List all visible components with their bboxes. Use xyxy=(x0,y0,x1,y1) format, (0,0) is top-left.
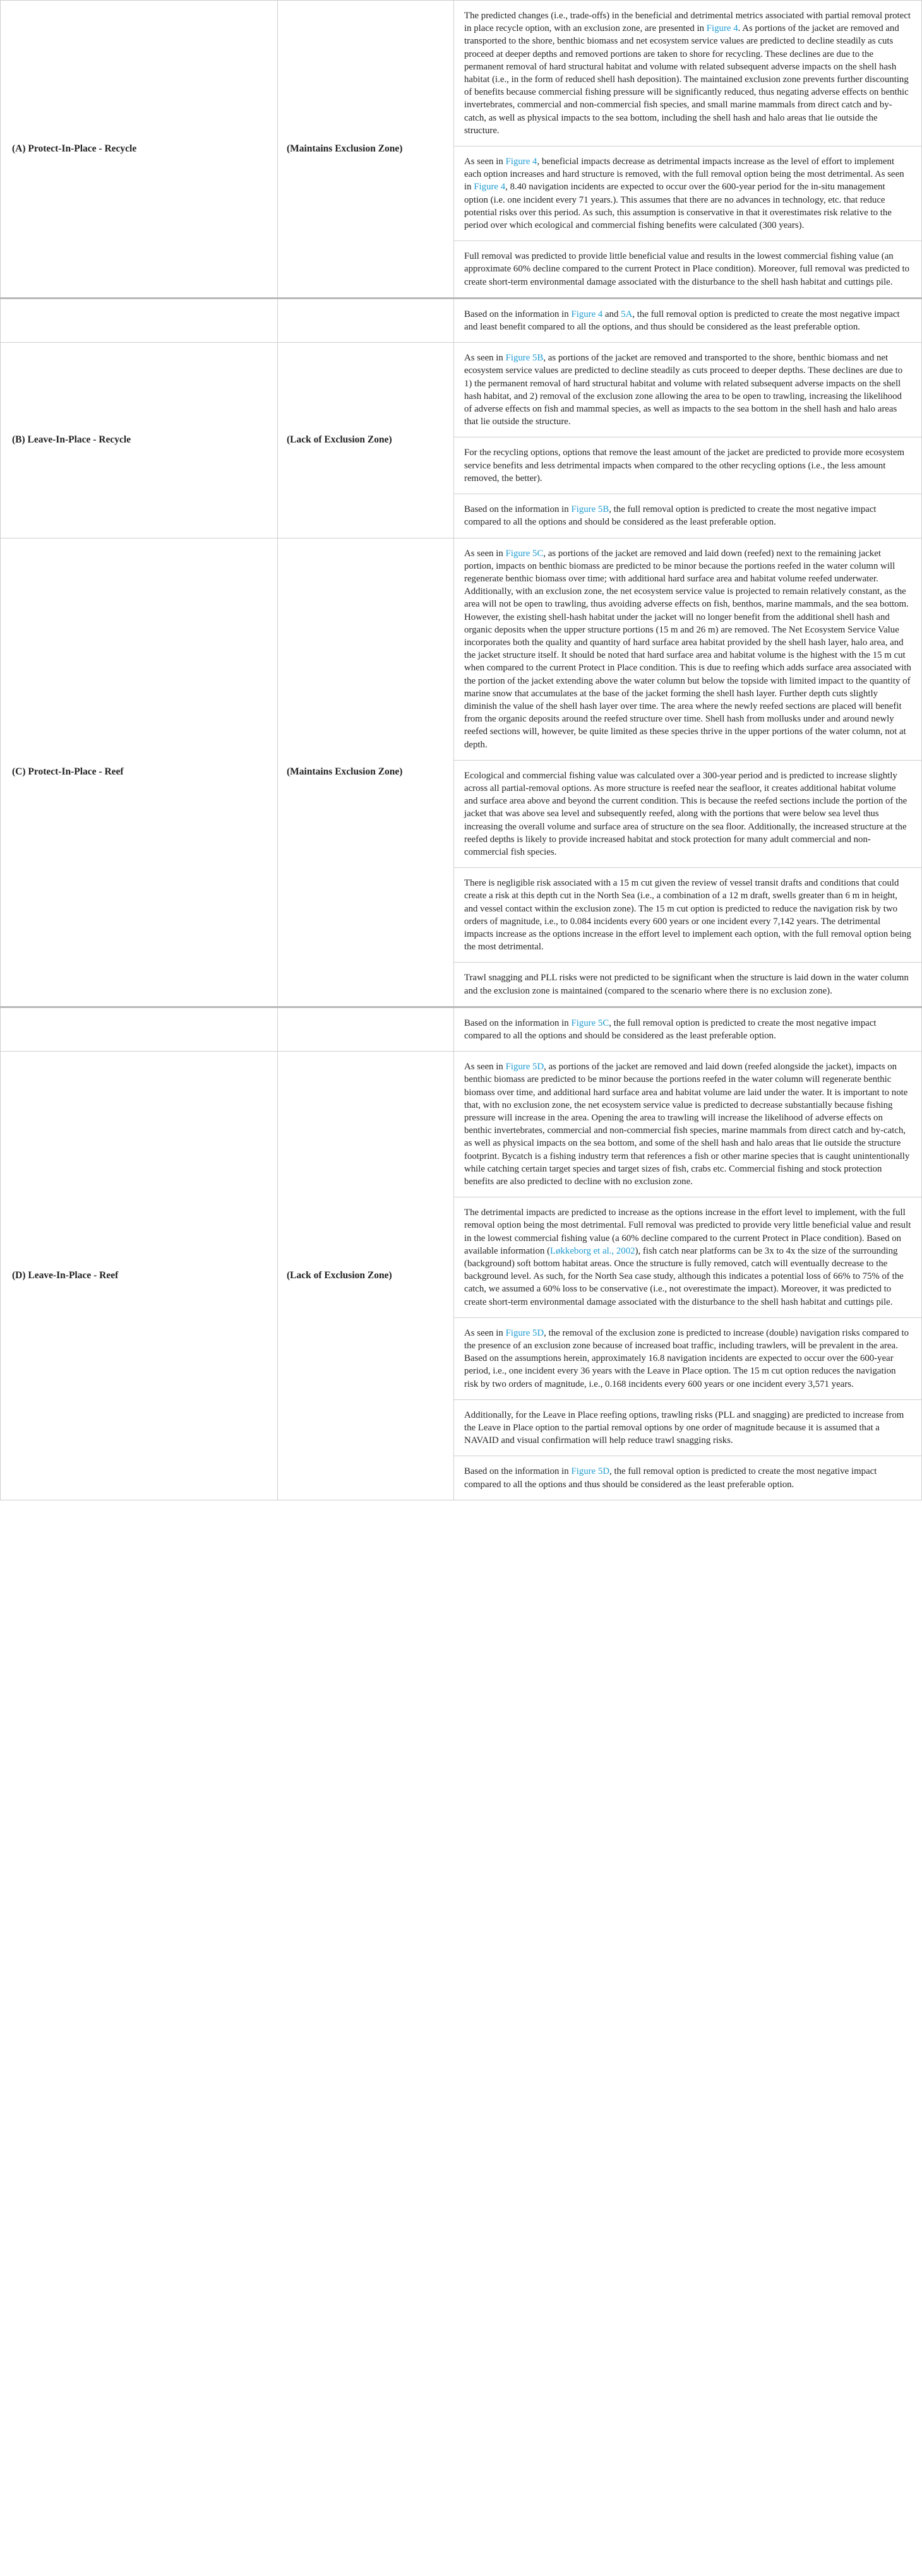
paragraph-text: Based on the information in xyxy=(464,309,572,319)
paragraph-text: The predicted changes (i.e., trade-offs) in the beneficial and detrimental metrics associated with partial removal protect in place recycle option, with an exclusion zone, are presented in xyxy=(464,11,911,34)
paragraph-text: As seen in xyxy=(464,353,506,364)
option-name: (B) Leave-In-Place - Recycle xyxy=(12,434,131,446)
description-paragraph xyxy=(454,241,921,297)
exclusion-zone-label: (Lack of Exclusion Zone) xyxy=(287,1270,392,1281)
paragraph-text: , the full removal option is predicted to create the most negative impact compared to all the options and should be considered as the least preferable option. xyxy=(464,504,877,528)
figure-reference-link[interactable]: Figure 4 xyxy=(706,23,738,34)
option-name: (A) Protect-In-Place - Recycle xyxy=(12,143,137,154)
description-paragraph xyxy=(454,1197,921,1318)
table-row xyxy=(1,1052,922,1500)
paragraph-text: Ecological and commercial fishing value was calculated over a 300-year period and is predicted to increase slightly across all partial-removal options. As more structure is reefed near the seafloor, it creates additional habitat volume and surface area above and beyond the current condition. This is because the reefed sections include the portion of the jacket that was above sea level and subsequently reefed, along with the portions that were below sea level thus increasing the overall volume and surface area of structure on the sea floor. Additionally, the increased structure at the reefed depths is likely to provide increased habitat and stock protection for many adult commercial and non-commercial fish species. xyxy=(464,770,907,857)
description-paragraph xyxy=(454,437,921,494)
option-name: (C) Protect-In-Place - Reef xyxy=(12,766,124,778)
description-paragraph xyxy=(454,1052,921,1197)
figure-reference-link[interactable]: Figure 5D xyxy=(571,1466,610,1477)
description-paragraph xyxy=(454,963,921,1006)
figure-reference-link[interactable]: Figure 4 xyxy=(571,309,603,319)
paragraph-text: , the full removal option is predicted to create the most negative impact compared to all the options and should be considered as the least preferable option. xyxy=(464,1018,877,1041)
paragraph-text: ), fish catch near platforms can be 3x to 4x the size of the surrounding (background) soft bottom habitat areas. Once the structure is fully removed, catch will eventually decrease to the background level. As such, for the North Sea case study, although this indicates a potential loss of 66% to 75% of the catch, we assumed a 60% loss to be conservative (i.e., not overestimate the impact). Moreover, it was predicted to create short-term environmental damage associated with the disturbance to the shell hash habitat and cuttings pile. xyxy=(464,1245,904,1307)
description-cell xyxy=(454,343,922,538)
figure-reference-link[interactable]: Figure 5D xyxy=(505,1062,544,1072)
paragraph-text: , as portions of the jacket are removed and laid down (reefed alongside the jacket), impacts on benthic biomass are predicted to be minor because the portions reefed in the water column will regenerate benthic biomass over time, and additional hard surface area and habitat volume are laid under the water. It is important to note that, with no exclusion zone, the net ecosystem service value is predicted to decrease substantially because fishing pressure will increase in the area. Opening the area to trawling will increase the likelihood of adverse effects on benthic invertebrates, commercial and non-commercial fish species, marine mammals from direct catch and by-catch, as well as physical impacts on the sea bottom, and some of the shell hash and halo areas that lie outside the structure footprint. Bycatch is a fishing industry term that references a fish or other marine species that is caught unintentionally while catching certain target species and target sizes of fish, crabs etc. Commercial fishing and stock protection benefits are also predicted to decline with no exclusion zone. xyxy=(464,1062,910,1187)
figure-reference-link[interactable]: Løkkeborg et al., 2002 xyxy=(550,1245,635,1256)
paragraph-text: , as portions of the jacket are removed and laid down (reefed) next to the remaining jacket portion, impacts on benthic biomass are predicted to be minor because the portions reefed in the water column will regenerate benthic biomass over time; with additional hard surface area and habitat volume reefed underwater. Additionally, with an exclusion zone, the net ecosystem service value is projected to remain relatively constant, as the area will not be open to trawling, thus avoiding adverse effects on fish, benthos, marine mammals, and the sea bottom. However, the existing shell-hash habitat under the jacket will no longer benefit from the additional shell hash and organic deposits when the upper structure portions (15 m and 26 m) are removed. The Net Ecosystem Service Value incorporates both the quality and quantity of hard surface area habitat provided by the shell hash layer, halo area, and the jacket structure itself. It should be noted that hard surface area and habitat volume is the highest with the 15 m cut when compared to the current Protect in Place condition. This is due to reefing which adds surface area associated with the portion of the jacket extending above the water column but below the topside with limited impact to the quantity of marine snow that accumulates at the base of the jacket forming the shell hash layer. Further depth cuts slightly diminish the value of the shell hash layer over time. The area where the newly reefed sections are placed will benefit from the organic deposits around the reefed structure over time. Shell hash from mollusks under and around newly reefed sections will, however, be quite limited as these species thrive in the upper portions of the water column, not at depth. xyxy=(464,548,911,750)
paragraph-text: Trawl snagging and PLL risks were not predicted to be significant when the structure is laid down in the water column and the exclusion zone is maintained (compared to the scenario where there is no exclusion zone). xyxy=(464,973,909,996)
paragraph-text: , the removal of the exclusion zone is predicted to increase (double) navigation risks compared to the presence of an exclusion zone because of increased boat traffic, including trawlers, will be prevalent in the area. Based on the assumptions herein, approximately 16.8 navigation incidents are expected to occur over the 600-year period, i.e., one incident every 36 years with the Leave in Place option. The 15 m cut option reduces the navigation risk by two orders of magnitude, i.e., 0.168 incidents every 600 years or one incident every 3,571 years. xyxy=(464,1327,909,1389)
table-row xyxy=(1,1007,922,1051)
table-row xyxy=(1,298,922,342)
description-paragraph xyxy=(454,761,921,868)
figure-reference-link[interactable]: Figure 5B xyxy=(505,353,544,364)
paragraph-text: , 8.40 navigation incidents are expected to occur over the 600-year period for the in-situ management option (i.e. one incident every 71 years.). This assumes that there are no advances in technology, etc. that reduce potential risks over this period. As such, this assumption is conservative in that it overestimates risk relative to the period over which ecological and commercial fishing benefits were calculated (300 years). xyxy=(464,182,892,231)
figure-reference-link[interactable]: Figure 5C xyxy=(571,1018,609,1028)
paragraph-text: , the full removal option is predicted to create the most negative impact compared to all the options and thus should be considered as the least preferable option. xyxy=(464,1466,877,1490)
exclusion-zone-label: (Lack of Exclusion Zone) xyxy=(287,434,392,446)
table-row xyxy=(1,343,922,538)
option-name-cell xyxy=(1,343,278,538)
paragraph-text: For the recycling options, options that remove the least amount of the jacket are predicted to provide more ecosystem service benefits and less detrimental impacts when compared to the other recycling options (i.e., the less amount removed, the better). xyxy=(464,448,905,484)
paragraph-text: , beneficial impacts decrease as detrimental impacts increase as the level of effort to implement each option increases and hard structure is removed, with the full removal option being the most detrimental. As seen in xyxy=(464,157,904,193)
option-name-cell xyxy=(1,1007,278,1051)
paragraph-text: The detrimental impacts are predicted to increase as the options increase in the effort level to implement, with the full removal option being the most detrimental. Full removal was predicted to provide very little beneficial value and result in the lowest commercial fishing value (a 60% decline compared to the current Protect in Place condition). Based on available information ( xyxy=(464,1208,911,1256)
figure-reference-link[interactable]: Figure 5B xyxy=(571,504,609,515)
paragraph-text: . As portions of the jacket are removed and transported to the shore, benthic biomass and net ecosystem service values are predicted to decline steadily as cuts proceed at deeper depths and removed portions are taken to shore for recycling. These declines are due to the permanent removal of hard structural habitat and volume with related subsequent adverse impacts on the shell hash habitat (i.e., in the form of reduced shell hash deposition). The maintained exclusion zone prevents further discounting of benefits because commercial fishing pressure will be significantly reduced, thus negating adverse effects on benthic invertebrates, commercial and non-commercial fish species, and small marine mammals from direct catch and by-catch, as well as physical impacts to the sea bottom, including the shell hash and halo areas that lie outside the structure. xyxy=(464,23,909,136)
description-paragraph xyxy=(454,1400,921,1457)
description-cell xyxy=(454,1,922,299)
description-cell xyxy=(454,1052,922,1500)
paragraph-text: , as portions of the jacket are removed and transported to the shore, benthic biomass and net ecosystem service values are predicted to decline steadily as cuts proceed to deeper depths. These declines are due to 1) the permanent removal of hard structural habitat and volume with related subsequent adverse impacts on the shell hash habitat, and 2) removal of the exclusion zone allowing the area to be open to trawling, increasing the likelihood of adverse effects on fish and mammal species, as well as impacts to the sea bottom in the shell hash and halo areas that lie outside the structure. xyxy=(464,353,903,427)
exclusion-zone-label: (Maintains Exclusion Zone) xyxy=(287,143,403,154)
paragraph-text: Additionally, for the Leave in Place reefing options, trawling risks (PLL and snagging) are predicted to increase from the Leave in Place option to the partial removal options by one order of magnitude because it is assumed that a NAVAID and visual confirmation will help reduce trawl snagging risks. xyxy=(464,1410,904,1446)
description-paragraph xyxy=(454,1,921,146)
figure-reference-link[interactable]: Figure 5C xyxy=(505,548,544,559)
description-paragraph xyxy=(454,299,921,342)
paragraph-text: , the full removal option is predicted to create the most negative impact and least benefit compared to all the options, and thus should be considered as the least preferable option. xyxy=(464,309,900,333)
paragraph-text: and xyxy=(602,309,621,319)
option-name: (D) Leave-In-Place - Reef xyxy=(12,1270,119,1281)
paragraph-text: There is negligible risk associated with a 15 m cut given the review of vessel transit drafts and conditions that could create a risk at this depth cut in the North Sea (i.e., a combination of a 12 m draft, swells greater than 6 m in height, and vessel contact within the exclusion zone). The 15 m cut option is predicted to reduce the navigation risk by two orders of magnitude, i.e., to 0.084 incidents every 600 years or one incident every 7,142 years. The detrimental impacts increase as the options increase in the effort level to implement each option, with the full removal option being the most detrimental. xyxy=(464,878,911,953)
description-paragraph xyxy=(454,1008,921,1051)
exclusion-zone-cell xyxy=(278,538,454,1007)
exclusion-zone-label: (Maintains Exclusion Zone) xyxy=(287,766,403,778)
description-cell xyxy=(454,538,922,1007)
paragraph-text: As seen in xyxy=(464,1327,506,1338)
paragraph-text: As seen in xyxy=(464,157,506,167)
description-paragraph xyxy=(454,146,921,241)
table-row xyxy=(1,538,922,1007)
figure-reference-link[interactable]: Figure 4 xyxy=(505,157,537,167)
description-paragraph xyxy=(454,1318,921,1400)
description-paragraph xyxy=(454,868,921,963)
paragraph-text: Full removal was predicted to provide little beneficial value and results in the lowest commercial fishing value (an approximate 60% decline compared to the current Protect in Place condition). Moreover, full removal was predicted to create short-term environmental damage associated with the disturbance to the shell hash habitat and cuttings pile. xyxy=(464,251,910,287)
figure-reference-link[interactable]: Figure 5D xyxy=(505,1327,544,1338)
paragraph-text: As seen in xyxy=(464,548,506,559)
option-name-cell xyxy=(1,1,278,299)
paragraph-text: Based on the information in xyxy=(464,1018,572,1028)
option-name-cell xyxy=(1,538,278,1007)
exclusion-zone-cell xyxy=(278,343,454,538)
description-cell xyxy=(454,298,922,342)
description-paragraph xyxy=(454,538,921,761)
exclusion-zone-cell xyxy=(278,1052,454,1500)
table-row xyxy=(1,1,922,299)
option-name-cell xyxy=(1,1052,278,1500)
option-name-cell xyxy=(1,298,278,342)
exclusion-zone-cell xyxy=(278,1,454,299)
paragraph-text: As seen in xyxy=(464,1062,506,1072)
paragraph-text: Based on the information in xyxy=(464,504,572,515)
figure-reference-link[interactable]: 5A xyxy=(621,309,633,319)
exclusion-zone-cell xyxy=(278,298,454,342)
exclusion-zone-cell xyxy=(278,1007,454,1051)
paragraph-text: Based on the information in xyxy=(464,1466,572,1477)
figure-reference-link[interactable]: Figure 4 xyxy=(474,182,506,193)
description-cell xyxy=(454,1007,922,1051)
options-table-body xyxy=(1,1,922,1500)
description-paragraph xyxy=(454,1456,921,1499)
description-paragraph xyxy=(454,494,921,537)
description-paragraph xyxy=(454,343,921,437)
